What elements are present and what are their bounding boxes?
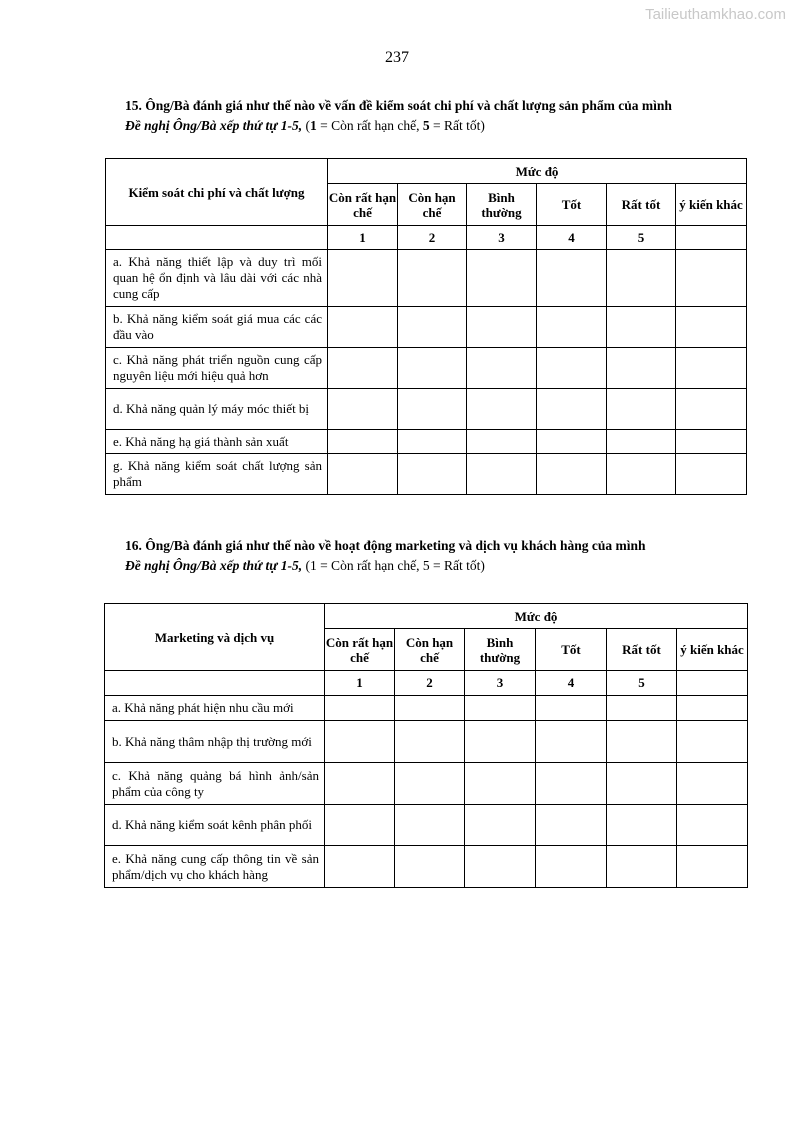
- comment-cell[interactable]: [677, 696, 748, 721]
- rating-cell[interactable]: [395, 846, 465, 888]
- scale-number: 5: [607, 671, 677, 696]
- instruction-scale-low-text: = Còn rất hạn chế,: [316, 118, 423, 133]
- rating-cell[interactable]: [467, 389, 537, 430]
- rating-cell[interactable]: [607, 389, 676, 430]
- rating-cell[interactable]: [328, 389, 398, 430]
- rating-cell[interactable]: [607, 696, 677, 721]
- question-15-table: [105, 158, 747, 495]
- rating-cell[interactable]: [537, 454, 607, 495]
- row-item-label: b. Khả năng kiểm soát giá mua các các đầu vào: [106, 307, 328, 348]
- rating-cell[interactable]: [607, 430, 676, 454]
- scale-label-cell: [105, 671, 325, 696]
- column-header: ý kiến khác: [676, 184, 747, 226]
- table-row: [106, 307, 747, 348]
- table-row: [106, 430, 747, 454]
- table-row: [106, 454, 747, 495]
- question-15-title: 15. Ông/Bà đánh giá như thế nào về vấn đề kiểm soát chi phí và chất lượng sản phẩm của mình: [125, 98, 672, 113]
- rating-cell[interactable]: [398, 348, 467, 389]
- rating-cell[interactable]: [328, 307, 398, 348]
- column-header: Bình thường: [467, 184, 537, 226]
- row-item-label: a. Khả năng thiết lập và duy trì mối quan hệ ổn định và lâu dài với các nhà cung cấp: [106, 250, 328, 307]
- column-header: Còn hạn chế: [395, 629, 465, 671]
- rating-cell[interactable]: [398, 307, 467, 348]
- column-header: Bình thường: [465, 629, 536, 671]
- rating-cell[interactable]: [325, 805, 395, 846]
- row-item-label: a. Khả năng phát hiện nhu cầu mới: [105, 696, 325, 721]
- rating-cell[interactable]: [465, 846, 536, 888]
- instruction-request: Đề nghị Ông/Bà xếp thứ tự 1-5,: [125, 118, 303, 133]
- column-header: ý kiến khác: [677, 629, 748, 671]
- table-row: [105, 696, 748, 721]
- scale-number: 2: [395, 671, 465, 696]
- rating-cell[interactable]: [328, 348, 398, 389]
- question-16-instruction: [125, 558, 765, 574]
- rating-cell[interactable]: [398, 250, 467, 307]
- rating-cell[interactable]: [328, 454, 398, 495]
- rating-cell[interactable]: [325, 846, 395, 888]
- column-header: Rất tốt: [607, 184, 676, 226]
- row-item-label: e. Khả năng hạ giá thành sản xuất: [106, 430, 328, 454]
- rating-cell[interactable]: [325, 763, 395, 805]
- scale-number: 1: [328, 226, 398, 250]
- rating-cell[interactable]: [467, 250, 537, 307]
- row-item-label: d. Khả năng quản lý máy móc thiết bị: [106, 389, 328, 430]
- rating-cell[interactable]: [537, 250, 607, 307]
- rating-cell[interactable]: [465, 721, 536, 763]
- scale-number: 4: [537, 226, 607, 250]
- instruction-scale-high: 5: [422, 118, 430, 133]
- rating-cell[interactable]: [467, 307, 537, 348]
- comment-cell[interactable]: [677, 846, 748, 888]
- rating-cell[interactable]: [607, 348, 676, 389]
- rating-cell[interactable]: [537, 389, 607, 430]
- group-header: Mức độ: [328, 159, 747, 184]
- table-row: [105, 763, 748, 805]
- group-header: Mức độ: [325, 604, 748, 629]
- rating-cell[interactable]: [607, 250, 676, 307]
- page-number: 237: [385, 49, 409, 66]
- rating-cell[interactable]: [607, 763, 677, 805]
- scale-number: 1: [325, 671, 395, 696]
- row-item-label: g. Khả năng kiểm soát chất lượng sản phẩm: [106, 454, 328, 495]
- rating-cell[interactable]: [537, 430, 607, 454]
- table-row: [106, 348, 747, 389]
- row-item-label: e. Khả năng cung cấp thông tin về sản phẩm/dịch vụ cho khách hàng: [105, 846, 325, 888]
- comment-cell[interactable]: [676, 250, 747, 307]
- rating-cell[interactable]: [395, 721, 465, 763]
- rating-cell[interactable]: [536, 846, 607, 888]
- row-item-label: b. Khả năng thâm nhập thị trường mới: [105, 721, 325, 763]
- rating-cell[interactable]: [465, 763, 536, 805]
- rating-cell[interactable]: [398, 454, 467, 495]
- rating-cell[interactable]: [398, 430, 467, 454]
- watermark: Tailieuthamkhao.com: [645, 6, 786, 23]
- scale-number: 3: [467, 226, 537, 250]
- scale-number: [676, 226, 747, 250]
- column-header: Tốt: [536, 629, 607, 671]
- row-item-label: d. Khả năng kiểm soát kênh phân phối: [105, 805, 325, 846]
- row-item-label: c. Khả năng quảng bá hình ảnh/sản phẩm của công ty: [105, 763, 325, 805]
- rating-cell[interactable]: [536, 763, 607, 805]
- comment-cell[interactable]: [677, 721, 748, 763]
- column-header: Rất tốt: [607, 629, 677, 671]
- table-row: [105, 846, 748, 888]
- row-header: Kiểm soát chi phí và chất lượng: [106, 159, 328, 226]
- table-row: [105, 721, 748, 763]
- comment-cell[interactable]: [677, 763, 748, 805]
- row-header: Marketing và dịch vụ: [105, 604, 325, 671]
- rating-cell[interactable]: [607, 805, 677, 846]
- rating-cell[interactable]: [467, 430, 537, 454]
- instruction-scale-low: 1: [309, 118, 317, 133]
- rating-cell[interactable]: [607, 307, 676, 348]
- scale-number: 5: [607, 226, 676, 250]
- rating-cell[interactable]: [465, 805, 536, 846]
- comment-cell[interactable]: [676, 348, 747, 389]
- instruction-open: (: [302, 118, 310, 133]
- rating-cell[interactable]: [536, 696, 607, 721]
- rating-cell[interactable]: [395, 805, 465, 846]
- scale-number: 4: [536, 671, 607, 696]
- rating-cell[interactable]: [467, 348, 537, 389]
- rating-cell[interactable]: [395, 696, 465, 721]
- rating-cell[interactable]: [398, 389, 467, 430]
- rating-cell[interactable]: [537, 307, 607, 348]
- instruction-rest: (1 = Còn rất hạn chế, 5 = Rất tốt): [302, 558, 485, 573]
- comment-cell[interactable]: [676, 307, 747, 348]
- comment-cell[interactable]: [677, 805, 748, 846]
- rating-cell[interactable]: [537, 348, 607, 389]
- row-item-label: c. Khả năng phát triển nguồn cung cấp nguyên liệu mới hiệu quả hơn: [106, 348, 328, 389]
- rating-cell[interactable]: [607, 454, 676, 495]
- rating-cell[interactable]: [536, 721, 607, 763]
- rating-cell[interactable]: [395, 763, 465, 805]
- rating-cell[interactable]: [328, 250, 398, 307]
- rating-cell[interactable]: [325, 721, 395, 763]
- scale-number: 2: [398, 226, 467, 250]
- rating-cell[interactable]: [325, 696, 395, 721]
- rating-cell[interactable]: [607, 721, 677, 763]
- column-header: Tốt: [537, 184, 607, 226]
- scale-label-cell: [106, 226, 328, 250]
- instruction-scale-high-text: = Rất tốt): [429, 118, 485, 133]
- question-15-instruction: [125, 118, 765, 134]
- table-row: [105, 805, 748, 846]
- rating-cell[interactable]: [328, 430, 398, 454]
- comment-cell[interactable]: [676, 430, 747, 454]
- column-header: Còn rất hạn chế: [328, 184, 398, 226]
- question-16-table: [104, 603, 748, 888]
- rating-cell[interactable]: [607, 846, 677, 888]
- rating-cell[interactable]: [467, 454, 537, 495]
- comment-cell[interactable]: [676, 389, 747, 430]
- column-header: Còn rất hạn chế: [325, 629, 395, 671]
- comment-cell[interactable]: [676, 454, 747, 495]
- rating-cell[interactable]: [536, 805, 607, 846]
- instruction-request: Đề nghị Ông/Bà xếp thứ tự 1-5,: [125, 558, 303, 573]
- column-header: Còn hạn chế: [398, 184, 467, 226]
- question-16-title: 16. Ông/Bà đánh giá như thế nào về hoạt động marketing và dịch vụ khách hàng của mình: [125, 538, 646, 553]
- rating-cell[interactable]: [465, 696, 536, 721]
- table-row: [106, 389, 747, 430]
- scale-number: 3: [465, 671, 536, 696]
- table-row: [106, 250, 747, 307]
- scale-number: [677, 671, 748, 696]
